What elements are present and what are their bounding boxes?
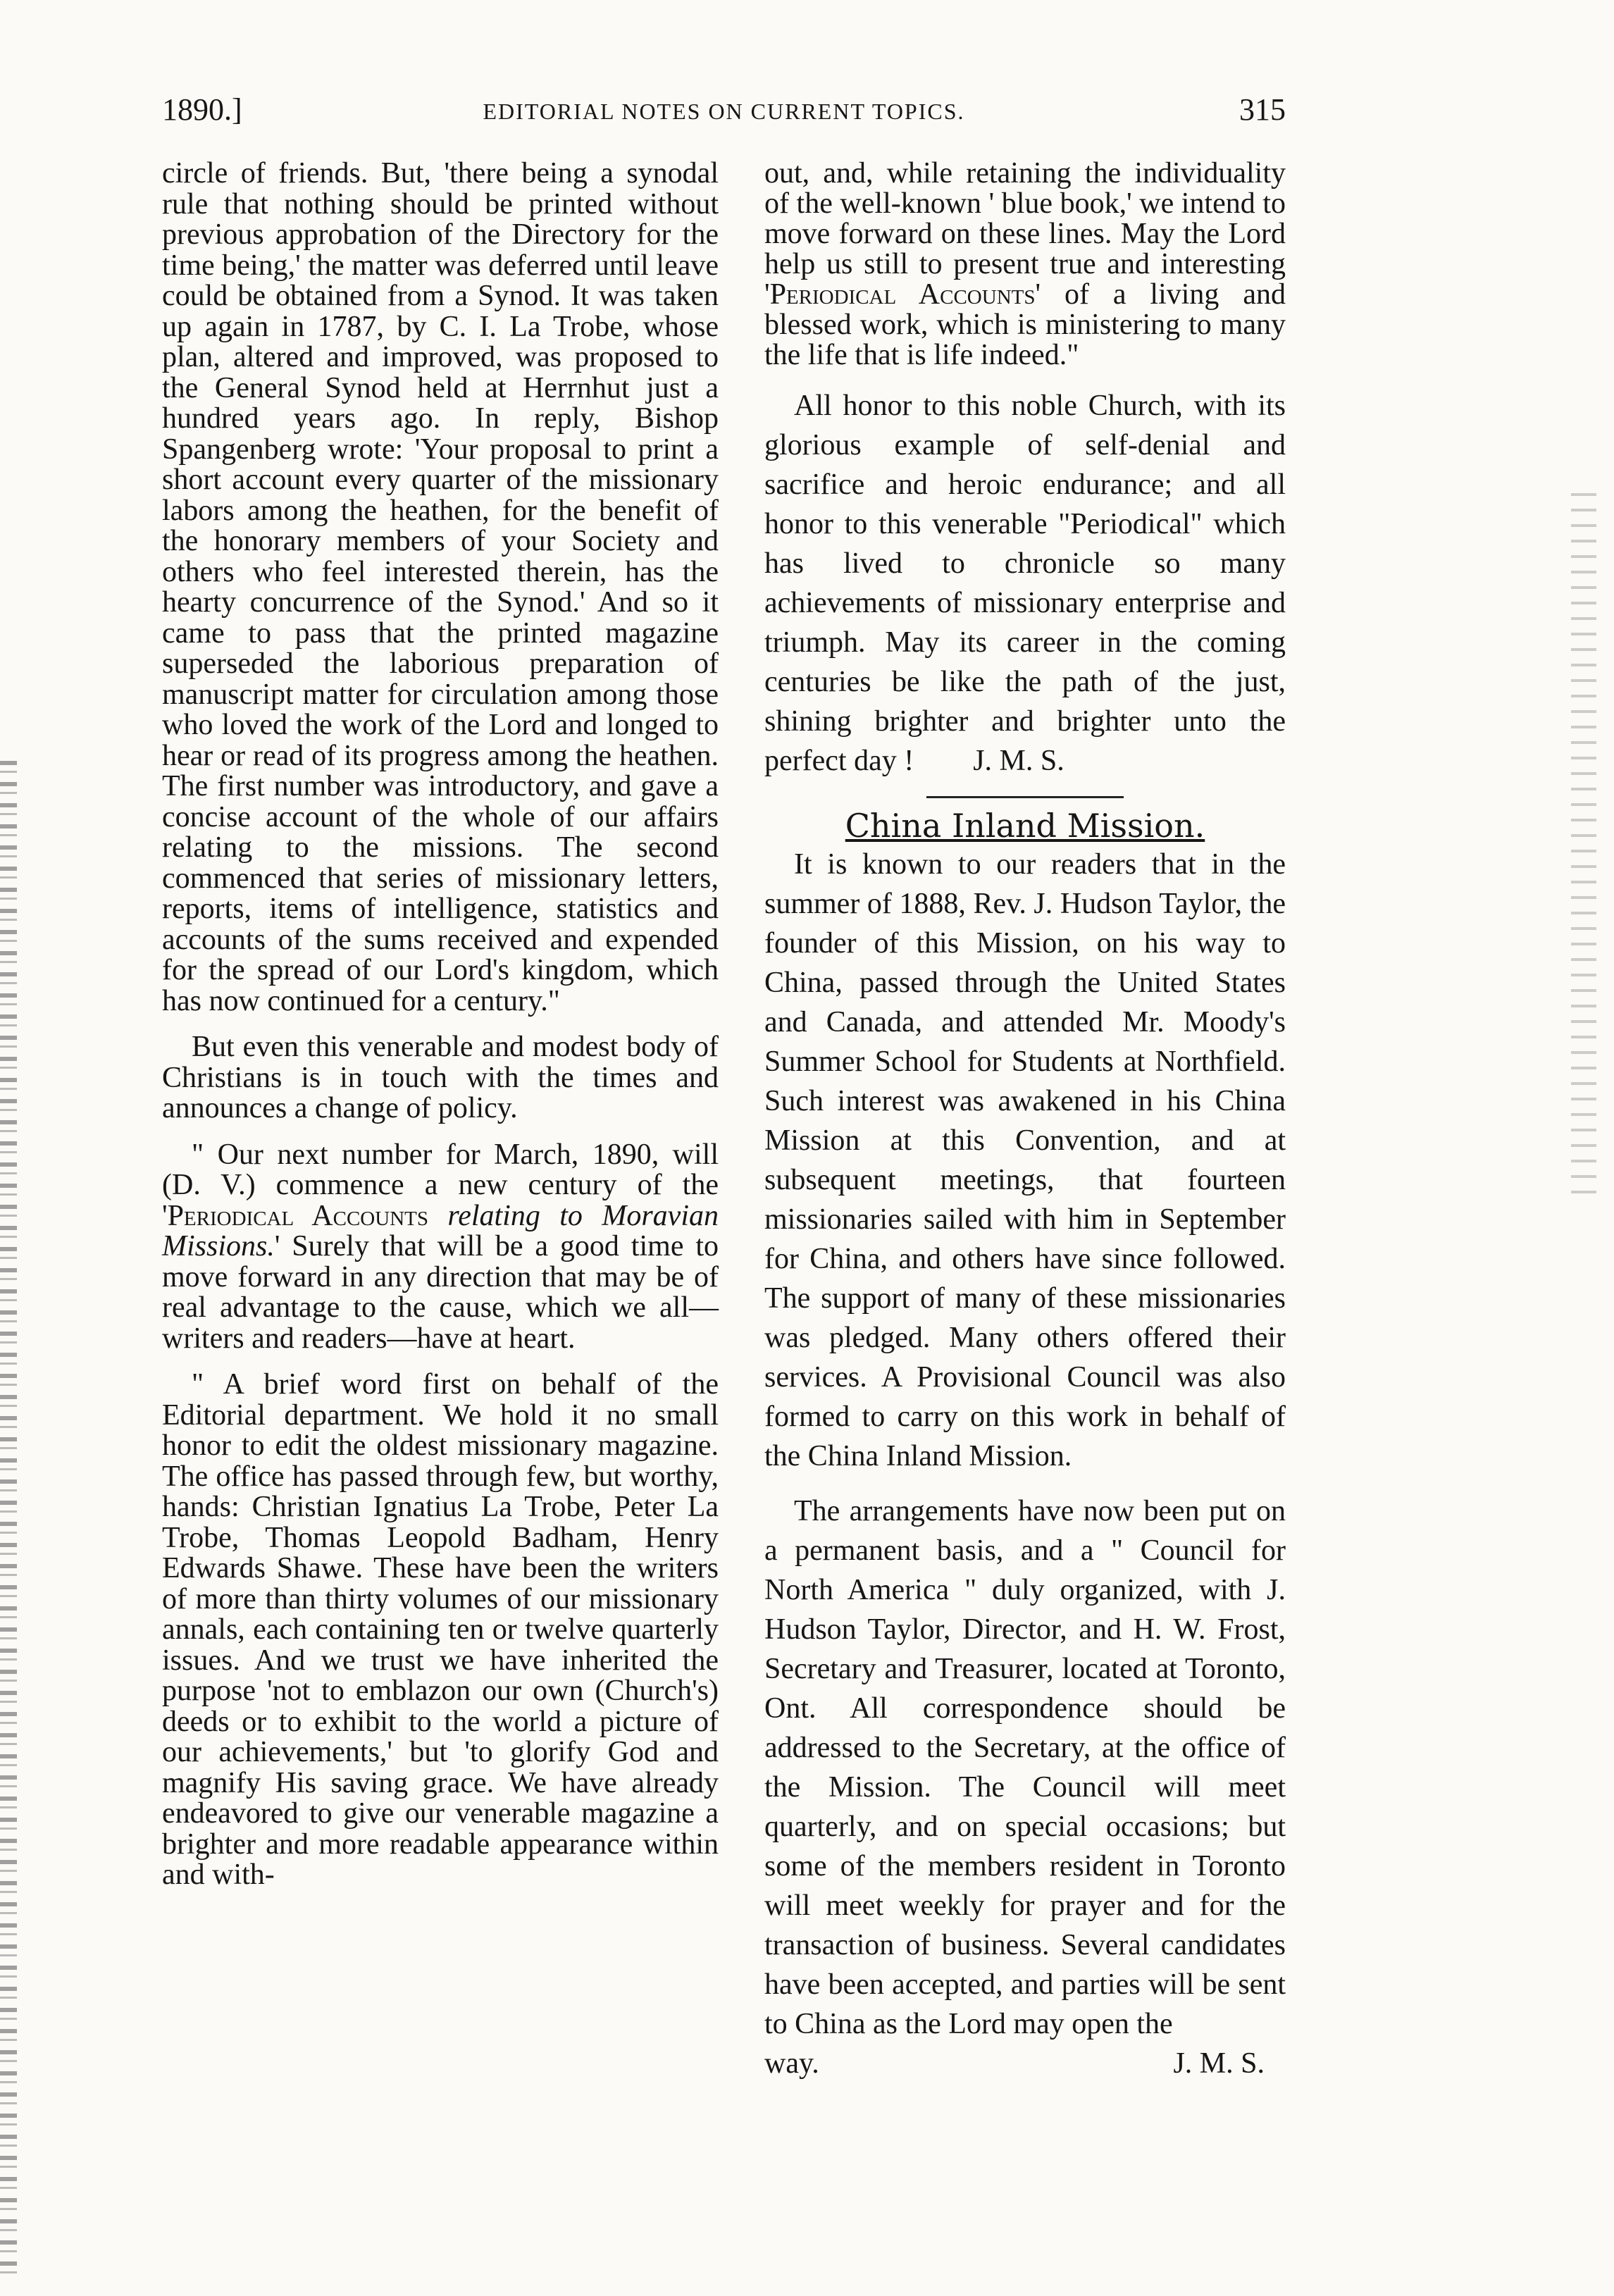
running-header	[162, 92, 1286, 141]
paragraph: " A brief word first on behalf of the Editorial department. We hold it no small honor to edit the oldest missionary magazine. The office has passed through few, but worthy, hands: Christian Ignatius La Trobe, Peter La Trobe, Thomas Leopold Badham, Henry Edwards Shawe. These have been the writers of more than thirty volumes of our missionary annals, each containing ten or twelve quarterly issues. And we trust we have inherited the purpose 'not to emblazon our own (Church's) deeds or to exhibit to the world a picture of our achievements,' but 'to glorify God and magnify His saving grace. We have already endeavored to give our venerable magazine a brighter and more readable appearance within and with-	[162, 1368, 719, 1891]
section-title-text: China Inland Mission.	[845, 807, 1205, 845]
paragraph: But even this venerable and modest body of Christians is in touch with the times and announces a change of policy.	[162, 1031, 719, 1124]
text-run: out, and, while retaining the individuality of the well-known ' blue book,' we intend to move forward on these lines. May the Lord help us still to present true and interesting '	[764, 157, 1286, 311]
paragraph: It is known to our readers that in the summer of 1888, Rev. J. Hudson Taylor, the founder of this Mission, on his way to China, passed through the United States and Canada, and attended Mr. Moody's Summer School for Students at Northfield. Such interest was awakened in his China Mission at this Convention, and at subsequent meetings, that fourteen missionaries sailed with him in September for China, and others have since followed. The support of many of these missionaries was pledged. Many others offered their services. A Provisional Council was also formed to carry on this work in behalf of the China Inland Mission.	[764, 848, 1286, 1472]
periodical-title: Periodical Accounts	[769, 278, 1036, 311]
text-run: ' of a living and blessed work, which is ministering to many the life that is life indeed."	[764, 278, 1286, 371]
left-column	[162, 159, 719, 1906]
paragraph: The arrangements have now been put on a permanent basis, and a " Council for North America " duly organized, with J. Hudson Taylor, Director, and H. W. Frost, Secretary and Treasurer, located at Toronto, Ont. All correspondence should be addressed to the Secretary, at the office of the Mission. The Council will meet quarterly, and on special occasions; but some of the members resident in Toronto will meet weekly for prayer and for the transaction of business. Several candidates have been accepted, and parties will be sent to China as the Lord may open the	[764, 1495, 1286, 2040]
paragraph	[764, 159, 1286, 371]
paragraph	[162, 1140, 719, 1355]
signature: J. M. S.	[973, 745, 1064, 777]
signature: J. M. S.	[1173, 2047, 1265, 2080]
header-title: EDITORIAL NOTES ON CURRENT TOPICS.	[483, 99, 965, 124]
scan-edge-artifact	[0, 761, 17, 2276]
text-run: way.	[764, 2047, 819, 2080]
section-divider	[926, 796, 1124, 798]
scan-noise-artifact	[1571, 493, 1596, 1198]
page-number: 315	[1239, 92, 1286, 127]
section-title	[764, 807, 1286, 845]
paragraph	[764, 386, 1286, 781]
right-column	[764, 159, 1286, 2099]
periodical-title: Periodical Accounts	[167, 1199, 428, 1232]
paragraph: circle of friends. But, 'there being a synodal rule that nothing should be printed without previous approbation of the Directory for the time being,' the matter was deferred until leave could be obtained from a Synod. It was taken up again in 1787, by C. I. La Trobe, whose plan, altered and improved, was proposed to the General Synod held at Herrnhut just a hundred years ago. In reply, Bishop Spangenberg wrote: 'Your proposal to print a short account every quarter of the missionary labors among the heathen, for the benefit of the honorary members of your Society and others who feel interested therein, has the hearty concurrence of the Synod.' And so it came to pass that the printed magazine superseded the laborious preparation of manuscript matter for circulation among those who loved the work of the Lord and longed to hear or read of its progress among the heathen. The first number was introductory, and gave a concise account of the whole of our affairs relating to the missions. The second commenced that series of missionary letters, reports, items of intelligence, statistics and accounts of the sums received and expended for the spread of our Lord's kingdom, which has now continued for a century."	[162, 157, 719, 1017]
italic-text: relating to Moravian Missions.	[162, 1199, 719, 1262]
header-year: 1890.]	[162, 92, 242, 127]
closing-line	[764, 2044, 1286, 2083]
text-run: All honor to this noble Church, with its glorious example of self-denial and sacrifice and heroic endurance; and all honor to this venerable "Periodical" which has lived to chronicle so many achievements of missionary enterprise and triumph. May its career in the coming centuries be like the path of the just, shining brighter and brighter unto the perfect day !	[764, 390, 1286, 777]
text-run: " Our next number for March, 1890, will (D. V.) commence a new century of the '	[162, 1138, 719, 1232]
text-run: ' Surely that will be a good time to move forward in any direction that may be of real advantage to the cause, which we all—writers and readers—have at heart.	[162, 1230, 719, 1355]
